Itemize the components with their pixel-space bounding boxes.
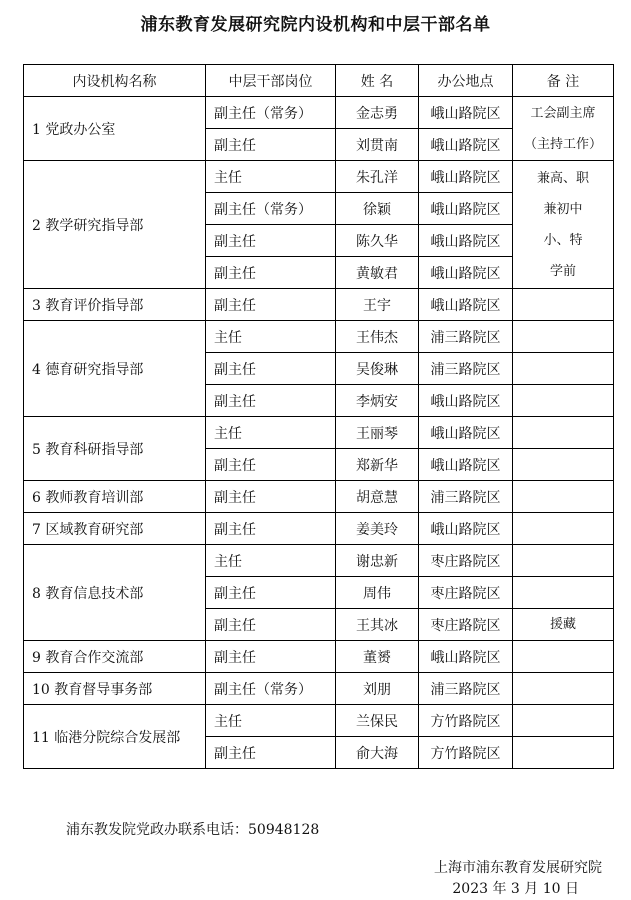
- person-name: 胡意慧: [336, 481, 419, 513]
- office-location: 峨山路院区: [419, 641, 513, 673]
- remark-line: 兼高、职: [536, 170, 589, 186]
- person-name: 黄敏君: [336, 257, 419, 289]
- unit-name: 5 教育科研指导部: [24, 417, 206, 481]
- issue-date: 2023 年 3 月 10 日: [452, 881, 579, 897]
- contact-phone: 浦东教发院党政办联系电话：50948128: [66, 822, 320, 838]
- office-location: 浦三路院区: [419, 673, 513, 705]
- cadre-position: 副主任: [206, 385, 336, 417]
- remark: 援藏: [513, 609, 614, 641]
- unit-name: 1 党政办公室: [24, 97, 206, 161]
- remark: [513, 705, 614, 737]
- person-name: 金志勇: [336, 97, 419, 129]
- office-location: 浦三路院区: [419, 353, 513, 385]
- table-row: [24, 417, 614, 449]
- cadre-position: 副主任: [206, 289, 336, 321]
- cadre-position: 副主任: [206, 609, 336, 641]
- remark-line: 学前: [549, 263, 576, 279]
- remark: [513, 289, 614, 321]
- office-location: 浦三路院区: [419, 321, 513, 353]
- remark: [513, 673, 614, 705]
- remark: [513, 161, 614, 289]
- office-location: 枣庄路院区: [419, 609, 513, 641]
- table-row: [24, 513, 614, 545]
- office-location: 峨山路院区: [419, 129, 513, 161]
- cadre-position: 副主任: [206, 225, 336, 257]
- office-location: 峨山路院区: [419, 513, 513, 545]
- office-location: 峨山路院区: [419, 97, 513, 129]
- staff-table: [23, 64, 614, 769]
- person-name: 王宇: [336, 289, 419, 321]
- cadre-position: 副主任（常务）: [206, 97, 336, 129]
- person-name: 周伟: [336, 577, 419, 609]
- person-name: 郑新华: [336, 449, 419, 481]
- issuing-organization: 上海市浦东教育发展研究院: [434, 860, 602, 876]
- person-name: 刘朋: [336, 673, 419, 705]
- remark: [513, 641, 614, 673]
- header-location: 办公地点: [419, 65, 513, 97]
- office-location: 方竹路院区: [419, 737, 513, 769]
- office-location: 峨山路院区: [419, 417, 513, 449]
- table-row: [24, 705, 614, 737]
- cadre-position: 副主任: [206, 577, 336, 609]
- table-row: [24, 641, 614, 673]
- remark: [513, 321, 614, 353]
- cadre-position: 副主任（常务）: [206, 193, 336, 225]
- person-name: 王伟杰: [336, 321, 419, 353]
- cadre-position: 副主任: [206, 449, 336, 481]
- unit-name: 10 教育督导事务部: [24, 673, 206, 705]
- cadre-position: 主任: [206, 161, 336, 193]
- office-location: 浦三路院区: [419, 481, 513, 513]
- person-name: 姜美玲: [336, 513, 419, 545]
- person-name: 朱孔洋: [336, 161, 419, 193]
- remark: [513, 737, 614, 769]
- remark: [513, 545, 614, 577]
- table-row: [24, 673, 614, 705]
- office-location: 枣庄路院区: [419, 577, 513, 609]
- remark-line: 小、特: [543, 232, 583, 248]
- person-name: 兰保民: [336, 705, 419, 737]
- cadre-position: 副主任: [206, 257, 336, 289]
- unit-name: 11 临港分院综合发展部: [24, 705, 206, 769]
- office-location: 峨山路院区: [419, 225, 513, 257]
- office-location: 峨山路院区: [419, 193, 513, 225]
- remark: [513, 577, 614, 609]
- header-name: 姓 名: [336, 65, 419, 97]
- cadre-position: 主任: [206, 545, 336, 577]
- cadre-position: 副主任: [206, 641, 336, 673]
- unit-name: 4 德育研究指导部: [24, 321, 206, 417]
- office-location: 峨山路院区: [419, 289, 513, 321]
- cadre-position: 副主任: [206, 129, 336, 161]
- cadre-position: 副主任（常务）: [206, 673, 336, 705]
- unit-name: 2 教学研究指导部: [24, 161, 206, 289]
- table-row: [24, 289, 614, 321]
- page-title: 浦东教育发展研究院内设机构和中层干部名单: [140, 15, 491, 35]
- remark-line: 兼初中: [543, 201, 583, 217]
- unit-name: 3 教育评价指导部: [24, 289, 206, 321]
- table-row: [24, 481, 614, 513]
- remark: [513, 385, 614, 417]
- office-location: 枣庄路院区: [419, 545, 513, 577]
- person-name: 王其冰: [336, 609, 419, 641]
- person-name: 徐颖: [336, 193, 419, 225]
- remark: [513, 449, 614, 481]
- table-row: [24, 321, 614, 353]
- remark: [513, 97, 614, 161]
- office-location: 峨山路院区: [419, 449, 513, 481]
- cadre-position: 主任: [206, 417, 336, 449]
- person-name: 吴俊琳: [336, 353, 419, 385]
- cadre-position: 主任: [206, 705, 336, 737]
- person-name: 李炳安: [336, 385, 419, 417]
- unit-name: 6 教师教育培训部: [24, 481, 206, 513]
- office-location: 峨山路院区: [419, 385, 513, 417]
- remark-line: （主持工作）: [523, 136, 602, 152]
- header-position: 中层干部岗位: [206, 65, 336, 97]
- cadre-position: 副主任: [206, 513, 336, 545]
- person-name: 陈久华: [336, 225, 419, 257]
- office-location: 峨山路院区: [419, 257, 513, 289]
- table-row: [24, 545, 614, 577]
- person-name: 董赟: [336, 641, 419, 673]
- table-row: [24, 97, 614, 129]
- remark: [513, 353, 614, 385]
- cadre-position: 副主任: [206, 353, 336, 385]
- unit-name: 8 教育信息技术部: [24, 545, 206, 641]
- cadre-position: 副主任: [206, 481, 336, 513]
- remark: [513, 513, 614, 545]
- office-location: 峨山路院区: [419, 161, 513, 193]
- cadre-position: 副主任: [206, 737, 336, 769]
- person-name: 刘贯南: [336, 129, 419, 161]
- remark: [513, 417, 614, 449]
- cadre-position: 主任: [206, 321, 336, 353]
- remark: [513, 481, 614, 513]
- header-unit: 内设机构名称: [24, 65, 206, 97]
- office-location: 方竹路院区: [419, 705, 513, 737]
- person-name: 谢忠新: [336, 545, 419, 577]
- unit-name: 7 区域教育研究部: [24, 513, 206, 545]
- person-name: 王丽琴: [336, 417, 419, 449]
- unit-name: 9 教育合作交流部: [24, 641, 206, 673]
- person-name: 俞大海: [336, 737, 419, 769]
- remark-line: 工会副主席: [530, 105, 596, 121]
- table-row: [24, 161, 614, 193]
- header-remark: 备 注: [513, 65, 614, 97]
- table-header-row: [24, 65, 614, 97]
